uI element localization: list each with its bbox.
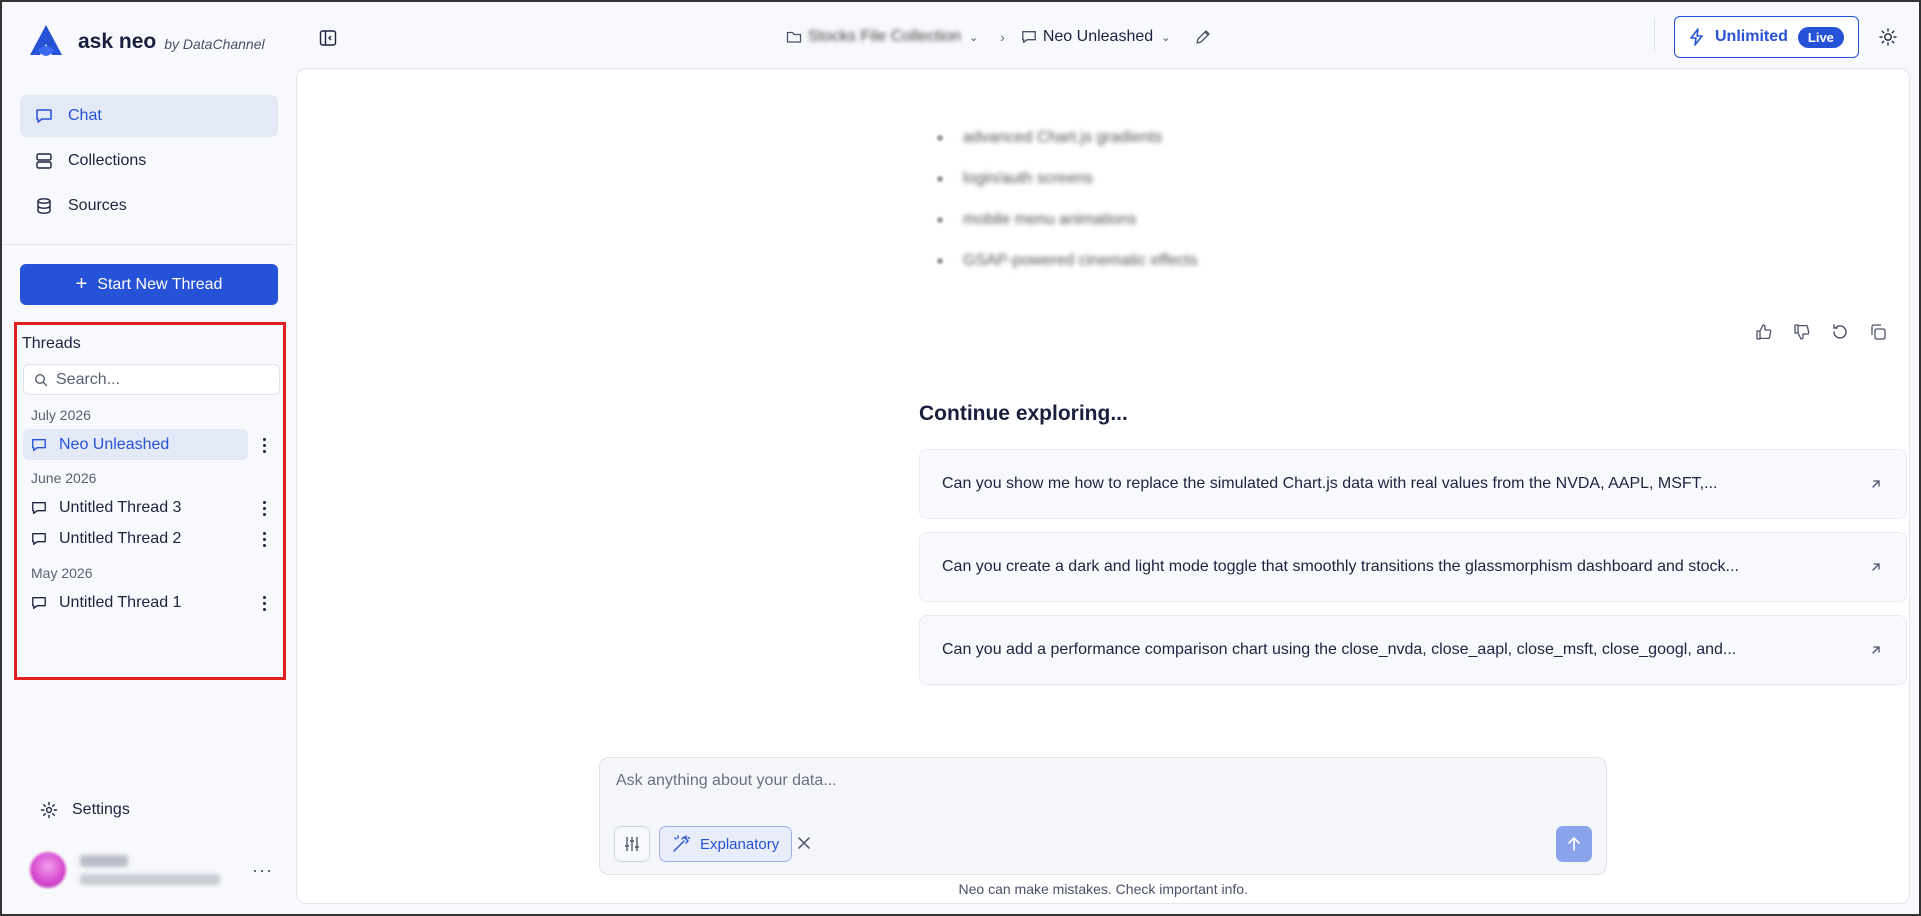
thread-item-neo-unleashed[interactable] (23, 429, 248, 460)
brand (26, 22, 265, 62)
gear-icon (40, 801, 58, 819)
database-icon (34, 196, 54, 216)
settings-button[interactable] (40, 801, 130, 819)
continue-exploring-heading: Continue exploring... (919, 402, 1128, 425)
breadcrumb (786, 24, 1212, 50)
thread-item-label: Untitled Thread 1 (59, 593, 182, 611)
suggestion-card[interactable] (919, 532, 1907, 602)
brand-name: ask neo (78, 30, 157, 53)
thread-item-untitled-1[interactable] (23, 587, 248, 618)
message-input[interactable] (616, 772, 1576, 800)
breadcrumb-collection-label: Stocks File Collection (808, 28, 961, 45)
nav-item-label: Sources (68, 197, 127, 214)
send-button[interactable] (1556, 826, 1592, 862)
sliders-icon (623, 835, 641, 853)
user-email-redacted (80, 874, 220, 885)
arrow-up-right-icon (1870, 478, 1882, 490)
breadcrumb-collection[interactable] (786, 28, 978, 46)
explanatory-mode-button[interactable] (659, 826, 792, 862)
collections-icon (34, 151, 54, 171)
settings-label: Settings (72, 801, 130, 818)
plan-button[interactable] (1674, 16, 1859, 58)
chat-bubble-icon (34, 106, 54, 126)
bullet-text: mobile menu animations (963, 211, 1137, 228)
threads-title: Threads (22, 335, 81, 352)
disclaimer: Neo can make mistakes. Check important info. (958, 881, 1248, 897)
edit-pencil-icon[interactable] (1194, 28, 1212, 46)
thread-options-button[interactable] (257, 435, 271, 455)
arrow-up-right-icon (1870, 644, 1882, 656)
start-new-thread-label: Start New Thread (97, 275, 223, 293)
arrow-up-icon (1566, 836, 1582, 852)
sun-icon[interactable] (1878, 27, 1898, 47)
folder-icon (786, 29, 802, 45)
chat-bubble-icon (31, 530, 49, 548)
header-divider (1654, 18, 1655, 52)
thread-options-button[interactable] (257, 529, 271, 549)
suggestion-card[interactable] (919, 615, 1907, 685)
threads-panel (14, 322, 286, 680)
nav-item-chat[interactable] (20, 95, 278, 137)
suggestion-text: Can you show me how to replace the simulated Chart.js data with real values from the NVDA, AAPL, MSFT,... (942, 475, 1718, 492)
thread-item-untitled-3[interactable] (23, 492, 248, 523)
nav-item-label: Chat (68, 107, 102, 124)
nav-item-label: Collections (68, 152, 147, 169)
live-badge: Live (1798, 27, 1844, 48)
tools-button[interactable] (614, 826, 650, 862)
chevron-down-icon: ⌄ (1161, 31, 1171, 44)
explanatory-mode-label: Explanatory (700, 835, 780, 853)
chat-bubble-icon (31, 499, 49, 517)
plan-label: Unlimited (1715, 28, 1788, 45)
thread-options-button[interactable] (257, 498, 271, 518)
chat-bubble-icon (1021, 29, 1037, 45)
close-icon[interactable] (796, 835, 812, 851)
user-menu-button[interactable]: ··· (252, 860, 273, 880)
suggestion-card[interactable] (919, 449, 1907, 519)
regenerate-icon[interactable] (1831, 323, 1849, 341)
copy-icon[interactable] (1869, 323, 1887, 341)
thread-item-label: Neo Unleashed (59, 435, 170, 453)
list-item (937, 170, 1093, 188)
ask-neo-logo-icon (26, 22, 66, 62)
thumbs-down-icon[interactable] (1793, 323, 1811, 341)
sidebar-divider (2, 244, 294, 245)
brand-byline: by DataChannel (164, 36, 265, 52)
breadcrumb-thread[interactable] (1021, 28, 1171, 46)
breadcrumb-separator: › (1000, 29, 1005, 45)
message-actions (1755, 323, 1887, 341)
plus-icon: + (75, 273, 88, 295)
user-profile[interactable] (30, 850, 280, 894)
thread-item-label: Untitled Thread 3 (59, 498, 182, 516)
thumbs-up-icon[interactable] (1755, 323, 1773, 341)
thread-group-label: July 2026 (31, 407, 91, 423)
thread-group-label: June 2026 (31, 470, 97, 486)
bullet-text: GSAP-powered cinematic effects (963, 252, 1198, 269)
message-composer (599, 757, 1607, 875)
list-item (937, 129, 1162, 147)
thread-search (23, 364, 280, 395)
chat-bubble-icon (31, 594, 49, 612)
thread-options-button[interactable] (257, 593, 271, 613)
bullet-text: advanced Chart.js gradients (963, 129, 1163, 146)
thread-item-label: Untitled Thread 2 (59, 529, 182, 547)
main-nav (20, 95, 278, 230)
thread-search-input[interactable] (56, 371, 276, 389)
bullet-text: login/auth screens (963, 170, 1093, 187)
chevron-down-icon: ⌄ (968, 31, 979, 44)
user-name-redacted (80, 855, 128, 867)
thread-item-untitled-2[interactable] (23, 523, 248, 554)
search-icon (34, 373, 48, 387)
collapse-sidebar-icon[interactable] (318, 28, 338, 48)
suggestion-text: Can you create a dark and light mode toggle that smoothly transitions the glassmorphism dashboard and stock... (942, 558, 1739, 575)
start-new-thread-button[interactable] (20, 264, 278, 305)
avatar (30, 852, 66, 888)
thread-group-label: May 2026 (31, 565, 93, 581)
breadcrumb-thread-label: Neo Unleashed (1042, 28, 1154, 45)
chat-bubble-icon (31, 436, 49, 454)
list-item (937, 252, 1197, 270)
suggestion-text: Can you add a performance comparison chart using the close_nvda, close_aapl, close_msft, close_googl, and... (942, 641, 1737, 658)
nav-item-sources[interactable] (20, 185, 278, 227)
list-item (937, 211, 1136, 229)
sidebar (2, 2, 294, 914)
nav-item-collections[interactable] (20, 140, 278, 182)
lightning-bolt-icon (1689, 28, 1705, 46)
magic-wand-icon (672, 835, 690, 853)
arrow-up-right-icon (1870, 561, 1882, 573)
